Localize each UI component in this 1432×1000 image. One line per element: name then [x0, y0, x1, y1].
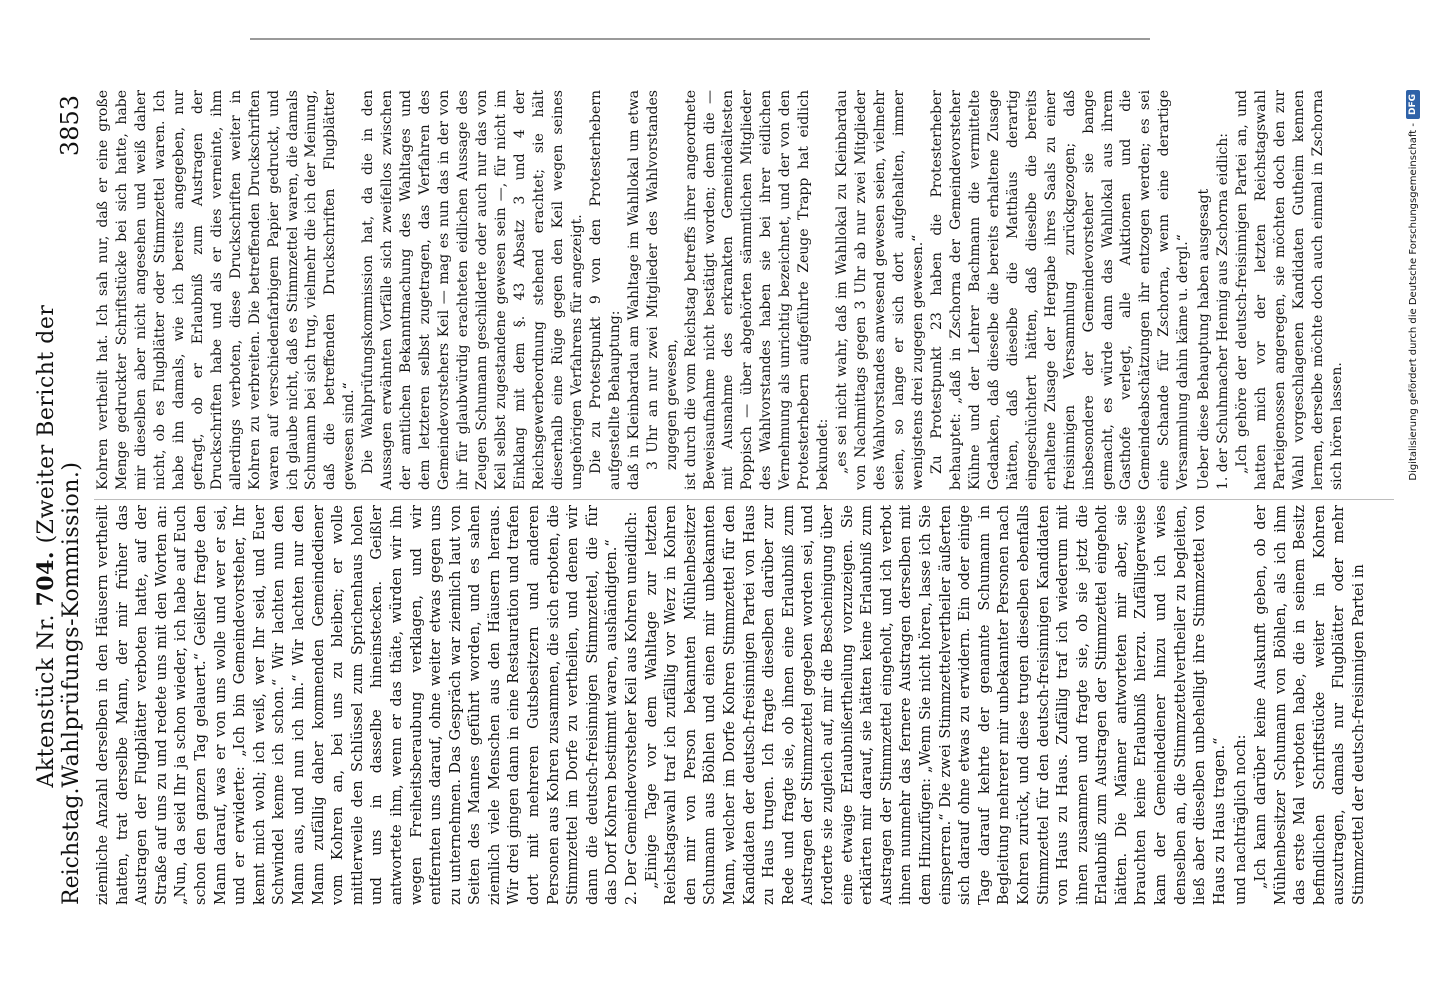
paragraph: daß in Kleinbardau am Wahltage im Wahllokal um etwa 3 Uhr an nur zwei Mitglieder des Wahlvorstandes zugegen gewesen, [625, 90, 680, 490]
paragraph: Zu Protestpunkt 23 haben die Protesterheber behauptet: „daß in Zschorna der Gemeindevorsteher Kühne und der Lehrer Bachmann die vermittelte Gedanken, daß dieselbe die bereits erhaltene Zusage hätten, daß dieselbe die Matthäus derartig eingeschüchtert hätten, daß dieselbe die bereits erhaltene Zusage der Hergabe ihres Saals zu einer freisinnigen Versammlung zurückgezogen; daß insbesondere der Gemeindevorsteher sie bange gemacht, es würde dann das Wahllokal aus ihrem Gasthofe verlegt, alle Auktionen und die Gemeindeabschätzungen ihr entzogen werden; es sei eine Schande für Zschorna, wenn eine derartige Versammlung dahin käme u. dergl.“ [928, 90, 1192, 490]
digitization-note: Digitalisierung gefördert durch die Deutsche Forschungsgemeinschaft - [1407, 123, 1419, 481]
header-title [33, 156, 84, 787]
paragraph: „Ich gehöre der deutsch-freisinnigen Partei an, und hatten mich vor der letzten Reichstagswahl Parteigenossen angeregen, sie möchten doch den zur Wahl vorgeschlagenen Kandidaten Gutheim kennen lernen, derselbe möchte doch auch einmal in Zschorna sich hören lassen. [1234, 90, 1345, 490]
paragraph: Ueber diese Behauptung haben ausgesagt [1196, 188, 1213, 490]
paragraph: und nachträglich noch: [1233, 734, 1250, 905]
paragraph: Die Wahlprüfungskommission hat, da die in den Aussagen erwähnten Vorfälle sich zweifellos zwischen der amtlichen Bekanntmachung des Wahltages und dem letzteren selbst zugetragen, das Verfahren des Gemeindevorstehers Keil — mag es nun das in der von ihr für glaubwürdig erachteten eidlichen Aussage des Zeugen Schumann geschilderte oder auch nur das von Keil selbst zugestandene gewesen sein —, für nicht im Einklang mit dem §. 43 Absatz 3 und 4 der Reichsgewerbeordnung stehend erachtet; sie hält dieserhalb eine Rüge gegen den Keil wegen seines ungehörigen Verfahrens für angezeigt. [360, 90, 585, 490]
page-header [30, 95, 84, 905]
paragraph: ziemliche Anzahl derselben in den Häusern vertheilt hatten, trat derselbe Mann, der mir früher das Austragen der Flugblätter verboten hatte, auf der Straße auf uns zu und redete uns mit den Worten an: „Nun, da seid Ihr ja schon wieder, ich habe auf Euch schon den ganzen Tag gelauert.“ Geißler fragte den Mann darauf, was er von uns wolle und wer er sei, und er erwiderte: „Ich bin Gemeindevorsteher, Ihr kennt mich wohl; ich weiß, wer Ihr seid, und Euer Schwindel kenne ich schon.“ Wir lachten nun den Mann aus, und nun ich hin.“ Wir lachten nur den Mann zufällig daher kommenden Gemeindediener vom Kohren an, bei uns zu bleiben; er wolle mittlerweile den Schlüssel zum Sprichenhaus holen und uns in dasselbe hineinstecken. Geißler antwortete ihm, wenn er das thäte, würden wir ihn wegen Freiheitsberaubung verklagen, und wir entfernten uns darauf, ohne weiter etwas gegen uns zu unternehmen. Das Gespräch war ziemlich laut von Seiten des Mannes geführt worden, und es sahen ziemlich viele Menschen aus den Häusern heraus. Wir drei gingen dann in eine Restauration und trafen dort mit mehreren Gutsbesitzern und anderen Personen aus Kohren zusammen, die sich erboten, die Stimmzettel im Dorfe zu vertheilen, und denen wir dann die deutsch-freisinnigen Stimmzettel, die für das Dorf Kohren bestimmt waren, aushändigten.“ [95, 505, 621, 905]
text-column-left [94, 505, 1370, 905]
scan-edge-mark [250, 38, 1150, 40]
paragraph: Kohren vertheilt hat. Ich sah nur, daß er eine große Menge gedruckter Schriftstücke bei sich hatte, habe mir dieselben aber nicht angesehen und weiß daher nicht, ob es Flugblätter oder Stimmzettel waren. Ich habe ihn damals, wie ich bereits angegeben, nur gefragt, ob er Erlaubniß zum Austragen der Druckschriften habe und als er dies verneinte, ihm allerdings verboten, diese Druckschriften weiter in Kohren zu verbreiten. Die betreffenden Druckschriften waren auf verschiedenfarbigem Papier gedruckt, und ich glaube nicht, daß es Stimmzettel waren, die damals Schumann bei sich trug, vielmehr die ich der Meinung, daß die betreffenden Druckschriften Flugblätter gewesen sind.“ [95, 90, 358, 490]
text-column-right [94, 90, 1347, 490]
dfg-logo: DFG [1406, 90, 1420, 119]
paragraph: 2. Der Gemeindevorsteher Keil aus Kohren uneidlich: [624, 511, 641, 905]
paragraph: „Ich kann darüber keine Auskunft geben, ob der Mühlenbesitzer Schumann von Böhlen, als ich ihm das erste Mal verboten habe, die in seinem Besitz befindlichen Schriftstücke weiter in Kohren auszutragen, damals nur Flugblätter oder mehr Stimmzettel der deutsch-freisinnigen Partei in [1253, 505, 1367, 905]
akten-prefix: Aktenstück Nr. [34, 614, 59, 788]
paragraph: „es sei nicht wahr, daß im Wahllokal zu Kleinbardau von Nachmittags gegen 3 Uhr ab nur zwei Mitglieder des Wahlvorstandes anwesend gewesen seien, vielmehr seien, so lange er sich dort aufgehalten, immer wenigstens drei zugegen gewesen.“ [834, 90, 926, 490]
paragraph: Die zu Protestpunkt 9 von den Protesterhebern aufgestellte Behauptung: [587, 90, 623, 490]
column-divider [94, 499, 1394, 500]
header-left: Reichstag. [59, 787, 84, 905]
paragraph: 1. der Schuhmacher Hennig aus Zschorna eidlich: [1215, 133, 1232, 490]
digitization-footer [1400, 90, 1426, 940]
header-subtitle: (Zweiter Bericht der Wahlprüfungs-Kommission.) [34, 304, 84, 788]
paragraph: „Einige Tage vor dem Wahltage zur letzten Reichstagswahl traf ich zufällig vor Werz in Kohren den mir von Person bekannten Mühlenbesitzer Schumann aus Böhlen und einen mir unbekannten Mann, welcher im Dorfe Kohren Stimmzettel für den Kandidaten der deutsch-freisinnigen Partei von Haus zu Haus trugen. Ich fragte dieselben darüber zur Rede und fragte sie, ob ihnen eine Erlaubniß zum Austragen der Stimmzettel gegeben worden sei, und forderte sie zugleich auf, mir die Bescheinigung über eine etwaige Erlaubnißertheilung vorzuzeigen. Sie erklärten mir darauf, sie hätten keine Erlaubniß zum Austragen der Stimmzettel eingeholt, und ich verbot ihnen nunmehr das fernere Austragen derselben mit dem Hinzufügen: „Wenn Sie nicht hören, lasse ich Sie einsperren.“ Die zwei Stimmzettelvertheiler äußerten sich darauf ohne etwas zu erwidern. Ein oder einige Tage darauf kehrte der genannte Schumann in Begleitung mehrerer mir unbekannter Personen nach Kohren zurück, und diese trugen dieselben ebenfalls Stimmzettel für den deutsch-freisinnigen Kandidaten von Haus zu Haus. Zufällig traf ich wiederum mit ihnen zusammen und fragte sie, ob sie jetzt die Erlaubniß zum Austragen der Stimmzettel eingeholt hätten. Die Männer antworteten mir aber, sie brauchten keine Erlaubniß hierzu. Zufälligerweise kam der Gemeindediener hinzu und ich wies denselben an, die Stimmzettelvertheiler zu begleiten, ließ aber dieselben unbehelligt ihre Stimmzettel von Haus zu Haus tragen.“ [643, 505, 1228, 905]
page-number: 3853 [56, 95, 84, 157]
akten-number: 704. [33, 550, 59, 607]
paragraph: ist durch die vom Reichstag betreffs ihrer angeordnete Beweisaufnahme nicht bestätigt worden; denn die — mit Ausnahme des erkrankten Gemeindeältesten Poppisch — über abgehörten sämmtlichen Mitglieder des Wahlvorstandes haben sie bei ihrer eidlichen Vernehmung als unrichtig bezeichnet, und der von den Protesterhebern aufgeführte Zeuge Trapp hat eidlich bekundet: [682, 90, 832, 490]
